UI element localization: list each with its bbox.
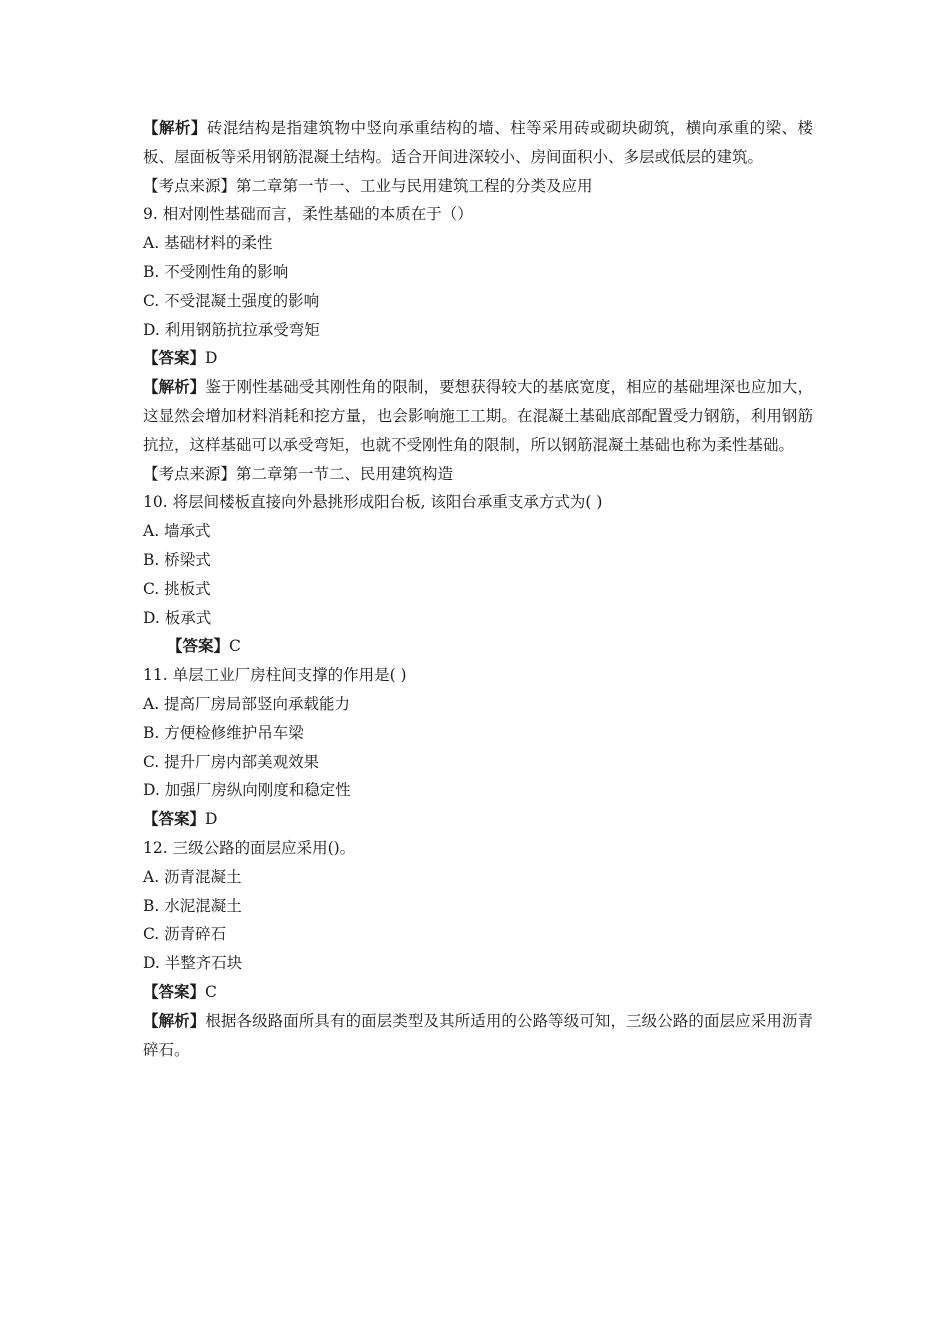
- question-10-option-a: A. 墙承式: [143, 522, 211, 541]
- answer-tag: 【答案】: [167, 637, 230, 656]
- document-page: [143, 114, 813, 1064]
- question-9-analysis: [143, 373, 813, 459]
- question-12-answer: [143, 978, 813, 1007]
- question-11-option-d: D. 加强厂房纵向刚度和稳定性: [143, 781, 351, 800]
- answer-tag: 【答案】: [143, 982, 206, 1001]
- question-10-answer: [143, 632, 813, 661]
- question-9-option-b: B. 不受刚性角的影响: [143, 262, 289, 281]
- question-11-option-b: B. 方便检修维护吊车梁: [143, 723, 304, 742]
- analysis-tag: 【解析】: [143, 1011, 206, 1030]
- analysis-text: 鉴于刚性基础受其刚性角的限制，要想获得较大的基底宽度，相应的基础埋深也应加大，这显然会增加材料消耗和挖方量，也会影响施工工期。在混凝土基础底部配置受力钢筋，利用钢筋抗拉，这样基础可以承受弯矩，也就不受刚性角的限制，所以钢筋混凝土基础也称为柔性基础。: [143, 378, 813, 454]
- question-10-option-c: C. 挑板式: [143, 579, 211, 598]
- answer-tag: 【答案】: [143, 349, 206, 368]
- question-12-option-d: D. 半整齐石块: [143, 954, 243, 973]
- question-11-stem: 11. 单层工业厂房柱间支撑的作用是( ): [143, 666, 407, 685]
- intro-source: 【考点来源】第二章第一节一、工业与民用建筑工程的分类及应用: [143, 176, 593, 195]
- question-12-analysis: [143, 1007, 813, 1065]
- question-10-stem: 10. 将层间楼板直接向外悬挑形成阳台板, 该阳台承重支承方式为( ): [143, 493, 603, 512]
- analysis-tag: 【解析】: [143, 378, 206, 397]
- question-12-stem: 12. 三级公路的面层应采用()。: [143, 838, 356, 857]
- question-9-option-c: C. 不受混凝土强度的影响: [143, 291, 320, 310]
- intro-analysis: [143, 114, 813, 172]
- question-9-stem: 9. 相对刚性基础而言，柔性基础的本质在于（）: [143, 205, 473, 224]
- question-10-option-d: D. 板承式: [143, 608, 212, 627]
- question-9-option-a: A. 基础材料的柔性: [143, 234, 273, 253]
- analysis-text: 砖混结构是指建筑物中竖向承重结构的墙、柱等采用砖或砌块砌筑，横向承重的梁、楼板、屋面板等采用钢筋混凝土结构。适合开间进深较小、房间面积小、多层或低层的建筑。: [143, 119, 813, 166]
- answer-value: C: [229, 637, 241, 656]
- analysis-text: 根据各级路面所具有的面层类型及其所适用的公路等级可知，三级公路的面层应采用沥青碎石。: [143, 1011, 813, 1059]
- question-12-option-a: A. 沥青混凝土: [143, 867, 242, 886]
- question-9-option-d: D. 利用钢筋抗拉承受弯矩: [143, 320, 320, 339]
- answer-value: C: [205, 982, 217, 1001]
- answer-value: D: [205, 349, 218, 368]
- question-11-answer: [143, 805, 813, 834]
- question-11-option-c: C. 提升厂房内部美观效果: [143, 752, 320, 771]
- answer-tag: 【答案】: [143, 810, 206, 829]
- question-9-source: 【考点来源】第二章第一节二、民用建筑构造: [143, 464, 454, 483]
- question-9-answer: [143, 344, 813, 373]
- question-12-option-b: B. 水泥混凝土: [143, 896, 242, 915]
- question-11-option-a: A. 提高厂房局部竖向承载能力: [143, 694, 351, 713]
- question-10-option-b: B. 桥梁式: [143, 550, 211, 569]
- question-12-option-c: C. 沥青碎石: [143, 925, 227, 944]
- analysis-tag: 【解析】: [143, 119, 207, 137]
- answer-value: D: [205, 810, 218, 829]
